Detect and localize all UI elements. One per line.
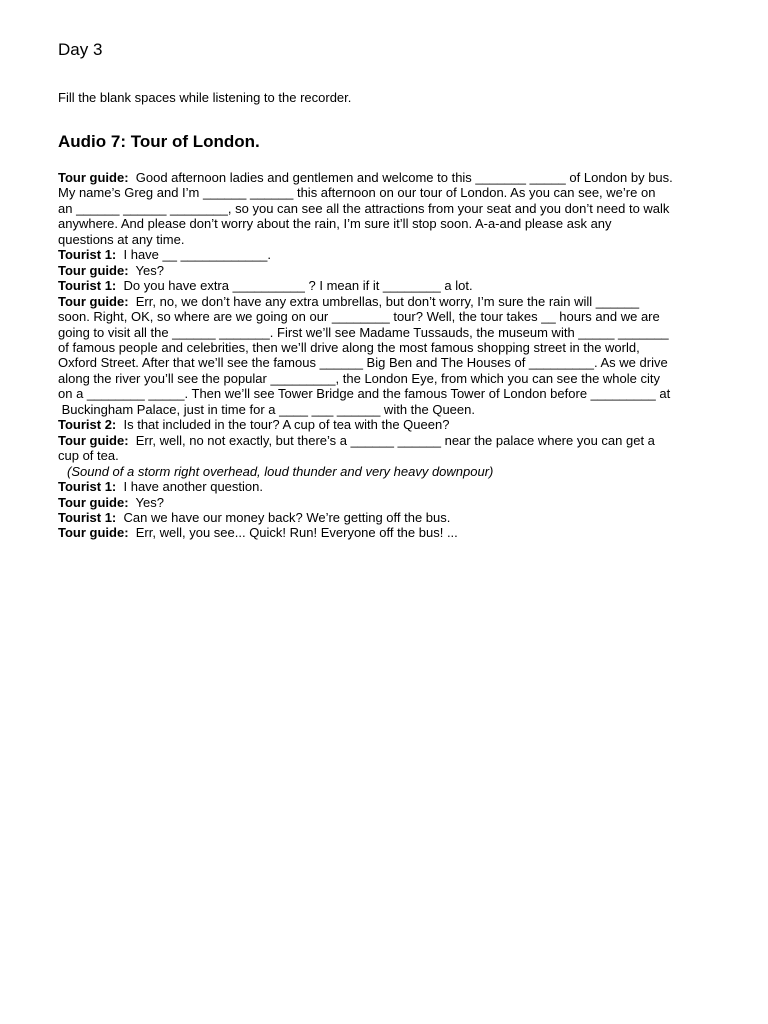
speaker-label: Tour guide: [58, 432, 129, 448]
dialogue-line: along the river you’ll see the popular _________, the London Eye, from which you can see the whole city [58, 370, 660, 386]
day-heading: Day 3 [58, 40, 103, 59]
dialogue-line: an ______ ______ ________, so you can see all the attractions from your seat and you don’t need to walk [58, 200, 670, 216]
instruction-text: Fill the blank spaces while listening to the recorder. [58, 90, 352, 105]
speech-text: Do you have extra __________ ? I mean if it ________ a lot. [116, 278, 473, 294]
speech-text: Can we have our money back? We’re getting off the bus. [116, 509, 451, 525]
dialogue-line: on a ________ _____. Then we’ll see Tower Bridge and the famous Tower of London before _________ at [58, 386, 671, 402]
dialogue-line [58, 170, 750, 185]
speech-text: I have another question. [116, 479, 263, 495]
speech-text: Err, well, no not exactly, but there’s a ______ ______ near the palace where you can get a [128, 432, 655, 448]
dialogue-line: questions at any time. [58, 231, 185, 247]
audio-title-text: Audio 7: Tour of London [58, 132, 256, 151]
dialogue-line: My name’s Greg and I’m ______ ______ this afternoon on our tour of London. As you can see, we’re on [58, 185, 656, 201]
dialogue-line [58, 417, 750, 432]
dialogue-transcript [58, 170, 750, 541]
speaker-label: Tour guide: [58, 170, 129, 185]
stage-direction: (Sound of a storm right overhead, loud thunder and very heavy downpour) [67, 463, 494, 479]
audio-title-period: . [255, 132, 260, 151]
dialogue-line [58, 464, 750, 479]
dialogue-line: going to visit all the ______ _______. First we’ll see Madame Tussauds, the museum with _____ _______ [58, 324, 669, 340]
dialogue-line [58, 433, 750, 448]
dialogue-line [58, 294, 750, 309]
speaker-label: Tour guide: [58, 494, 129, 510]
dialogue-line [58, 479, 750, 494]
speech-text: Err, no, we don’t have any extra umbrellas, but don’t worry, I’m sure the rain will ______ [128, 293, 640, 309]
speech-text: Err, well, you see... Quick! Run! Everyone off the bus! ... [128, 525, 458, 541]
speaker-label: Tourist 2: [58, 417, 117, 433]
dialogue-line [58, 247, 750, 262]
audio-title [58, 131, 260, 152]
dialogue-line [58, 278, 750, 293]
dialogue-line: soon. Right, OK, so where are we going on our ________ tour? Well, the tour takes __ hours and we are [58, 309, 660, 325]
speaker-label: Tour guide: [58, 293, 129, 309]
speech-text: Yes? [128, 494, 164, 510]
speaker-label: Tourist 1: [58, 509, 117, 525]
dialogue-line [58, 495, 750, 510]
dialogue-line: anywhere. And please don’t worry about the rain, I’m sure it’ll stop soon. A-a-and please ask any [58, 216, 612, 232]
dialogue-line: of famous people and celebrities, then we’ll drive along the most famous shopping street in the world, [58, 339, 640, 355]
dialogue-line: Buckingham Palace, just in time for a ____ ___ ______ with the Queen. [58, 401, 475, 417]
speech-text: Good afternoon ladies and gentlemen and welcome to this _______ _____ of London by bus. [128, 170, 673, 185]
dialogue-line: Oxford Street. After that we’ll see the famous ______ Big Ben and The Houses of _________. As we drive [58, 355, 668, 371]
dialogue-line [58, 525, 750, 540]
speech-text: I have __ ____________. [116, 247, 271, 263]
dialogue-line [58, 263, 750, 278]
dialogue-line [58, 510, 750, 525]
speaker-label: Tourist 1: [58, 479, 117, 495]
speaker-label: Tour guide: [58, 262, 129, 278]
dialogue-line: cup of tea. [58, 448, 119, 464]
speaker-label: Tourist 1: [58, 278, 117, 294]
speaker-label: Tour guide: [58, 525, 129, 541]
speaker-label: Tourist 1: [58, 247, 117, 263]
speech-text: Yes? [128, 262, 164, 278]
speech-text: Is that included in the tour? A cup of tea with the Queen? [116, 417, 450, 433]
